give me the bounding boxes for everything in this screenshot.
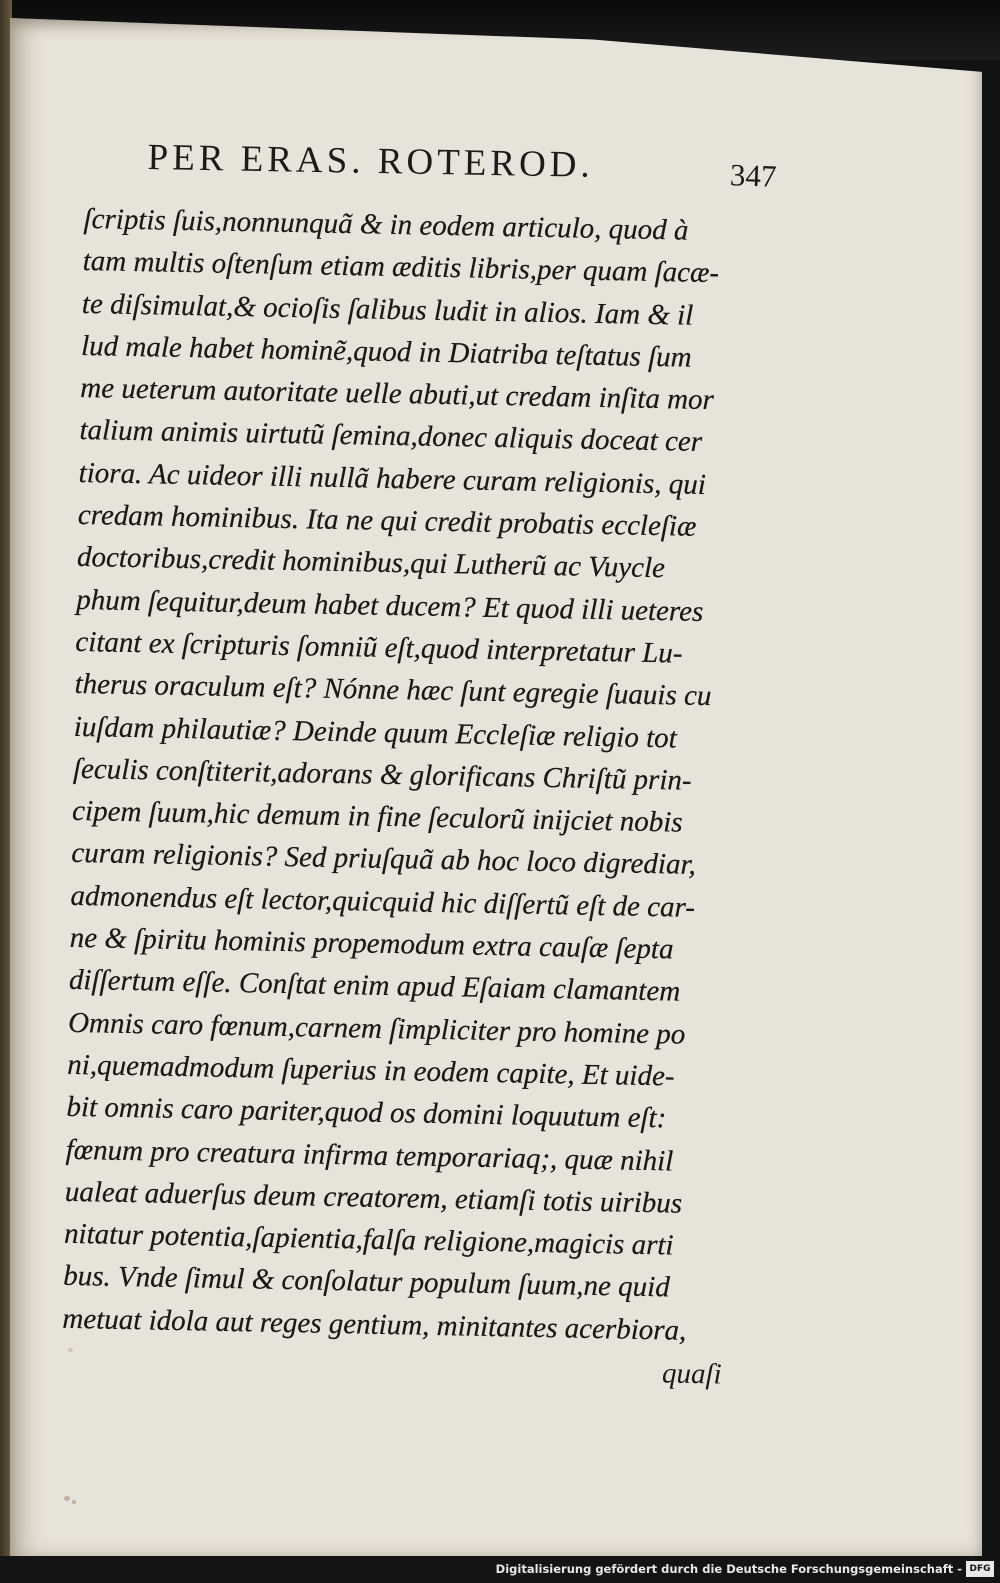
text-line: bit omnis caro pariter,quod os domini loquutum eſt: [66,1091,667,1135]
text-line: diſſertum eſſe. Conſtat enim apud Eſaiam clamantem [68,964,681,1008]
text-line: ſcriptis ſuis,nonnunquã & in eodem articulo, quod à [83,202,689,247]
text-line: te diſsimulat,& ocioſis ſalibus ludit in alios. Iam & il [81,287,694,332]
text-line: ni,quemadmodum ſuperius in eodem capite, Et uide- [67,1048,675,1093]
catchword: quaſi [661,1357,722,1391]
text-line: metuat idola aut reges gentium, minitantes acerbiora, [62,1302,687,1347]
page-number: 347 [729,157,778,194]
body-text [62,198,784,1353]
text-line: me ueterum autoritate uelle abuti,ut credam inſita mor [80,372,715,417]
text-line: talium animis uirtutũ ſemina,donec aliquis doceat cer [79,414,703,459]
text-line: nitatur potentia,ſapientia,falſa religione,magicis arti [63,1217,674,1262]
text-line: tam multis oſtenſum etiam æditis libris,per quam ſacæ- [82,245,720,290]
text-line: cipem ſuum,hic demum in fine ſeculorũ inijciet nobis [71,795,683,839]
dfg-logo-icon: DFG [966,1561,994,1577]
page-header [148,136,788,196]
text-line: bus. Vnde ſimul & conſolatur populum ſuum,ne quid [62,1260,671,1304]
text-line: ſeculis conſtiterit,adorans & glorificans Chriſtũ prin- [72,752,692,797]
text-line: fœnum pro creatura infirma temporariaq;, quæ nihil [65,1133,674,1178]
text-line: phum ſequitur,deum habet ducem? Et quod illi ueteres [75,583,704,628]
text-line: admonendus eſt lector,quicquid hic diſſertũ eſt de car- [70,879,696,924]
text-line: ualeat aduerſus deum creatorem, etiamſi totis uiribus [64,1175,683,1220]
text-line: tiora. Ac uideor illi nullã habere curam religionis, qui [78,456,707,501]
text-line: doctoribus,credit hominibus,qui Lutherũ ac Vuycle [76,541,666,585]
funding-credit: Digitalisierung gefördert durch die Deutsche Forschungsgemeinschaft - [495,1562,962,1576]
text-line: curam religionis? Sed priuſquã ab hoc loco digrediar, [71,837,697,882]
text-line: ne & ſpiritu hominis propemodum extra cauſæ ſepta [69,921,674,966]
text-line: citant ex ſcripturis ſomniũ eſt,quod interpretatur Lu- [75,625,683,670]
text-line: credam hominibus. Ita ne qui credit probatis eccleſiæ [77,499,697,543]
text-line: Omnis caro fœnum,carnem ſimpliciter pro homine po [67,1006,686,1051]
running-head: PER ERAS. ROTEROD. [147,136,595,186]
text-line: lud male habet hominẽ,quod in Diatriba teſtatus ſum [80,329,692,374]
text-line: iuſdam philautiæ? Deinde quum Eccleſiæ religio tot [73,710,678,755]
text-line: therus oraculum eſt? Nónne hæc ſunt egregie ſuauis cu [74,668,712,713]
digitization-footer [0,1556,1000,1583]
